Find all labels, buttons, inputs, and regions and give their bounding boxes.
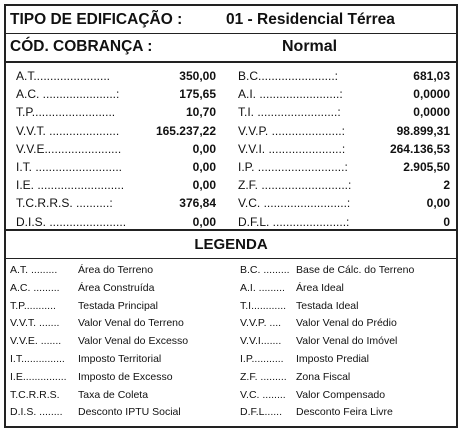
- legend-description: Área Construída: [78, 281, 155, 294]
- legend-code: A.I. .........: [240, 281, 285, 294]
- cod-cobranca-label: CÓD. COBRANÇA :: [10, 38, 153, 55]
- legend-row: [6, 300, 456, 314]
- value-label: V.V.E.......................: [16, 141, 122, 156]
- legend-code: V.V.T. .......: [10, 317, 60, 330]
- value-number: 264.136,53: [389, 141, 450, 156]
- value-row: [6, 142, 456, 158]
- value-number: 350,00: [179, 69, 216, 83]
- value-label: I.P. ..........................:: [238, 160, 348, 174]
- value-label: D.I.S. .......................: [16, 214, 127, 229]
- value-label: A.C. ......................:: [16, 87, 120, 102]
- value-number: 98.899,31: [396, 123, 450, 138]
- legend-code: I.E...............: [10, 370, 67, 383]
- legend-description: Imposto de Excesso: [78, 370, 173, 383]
- legend-row: [6, 282, 456, 296]
- value-number: 2: [443, 178, 450, 193]
- value-row: [6, 69, 456, 85]
- legend-row: [6, 406, 456, 420]
- legend-description: Base de Cálc. do Terreno: [296, 264, 415, 276]
- value-label: V.C. .........................:: [238, 196, 351, 211]
- value-label: A.I. ........................:: [238, 87, 343, 102]
- value-label: T.C.R.R.S. ..........:: [16, 196, 113, 211]
- value-number: 0: [443, 214, 450, 229]
- legend-description: Valor Venal do Imóvel: [296, 335, 398, 348]
- legend-row: [6, 389, 456, 403]
- value-label: B.C.......................:: [238, 69, 339, 83]
- legend-description: Valor Venal do Excesso: [78, 335, 189, 348]
- legend-code: A.C. .........: [10, 281, 60, 294]
- legend-description: Testada Principal: [78, 299, 158, 312]
- value-number: 2.905,50: [403, 160, 450, 174]
- legend-description: Desconto Feira Livre: [296, 406, 393, 419]
- value-row: [6, 160, 456, 176]
- value-number: 0,00: [426, 196, 450, 211]
- legend-description: Valor Venal do Terreno: [78, 317, 184, 330]
- tipo-edificacao-label: TIPO DE EDIFICAÇÃO :: [10, 11, 183, 28]
- value-number: 175,65: [179, 87, 216, 102]
- legend-code: I.T...............: [10, 353, 65, 365]
- value-label: I.E. ..........................: [16, 178, 125, 193]
- legend-description: Zona Fiscal: [296, 370, 351, 383]
- legend-code: T.I............: [240, 299, 287, 312]
- legend-description: Imposto Predial: [296, 353, 369, 365]
- value-row: [6, 124, 456, 140]
- value-label: V.V.T. .....................: [16, 123, 120, 138]
- legend-code: B.C. .........: [240, 264, 290, 276]
- value-number: 165.237,22: [155, 123, 216, 138]
- value-label: I.T. ..........................: [16, 160, 123, 174]
- legend-code: D.I.S. ........: [10, 406, 63, 419]
- legend-code: V.V.P. ....: [240, 317, 282, 330]
- value-number: 376,84: [179, 196, 216, 211]
- legend-description: Valor Compensado: [296, 388, 386, 401]
- value-row: [6, 105, 456, 121]
- value-label: T.I. ........................:: [238, 105, 341, 120]
- value-label: T.P.........................: [16, 105, 116, 120]
- legend-code: V.C. ........: [240, 388, 286, 401]
- legend-description: Testada Ideal: [296, 299, 359, 312]
- tipo-edificacao-value: 01 - Residencial Térrea: [226, 11, 395, 28]
- values-section: [6, 63, 456, 231]
- value-label: Z.F. ..........................:: [238, 178, 352, 193]
- legend-row: [6, 353, 456, 367]
- legend-description: Valor Venal do Prédio: [296, 317, 397, 330]
- value-label: V.V.I. ......................:: [238, 141, 346, 156]
- tipo-edificacao-row: [6, 6, 456, 34]
- legend-row: [6, 264, 456, 278]
- value-row: [6, 178, 456, 194]
- value-number: 0,00: [192, 141, 216, 156]
- legend-code: V.V.E. .......: [10, 335, 62, 348]
- value-label: A.T.......................: [16, 69, 111, 83]
- legend-row: [6, 371, 456, 385]
- legend-code: I.P...........: [240, 353, 284, 365]
- value-number: 0,00: [192, 214, 216, 229]
- legend-code: V.V.I.......: [240, 335, 282, 348]
- value-number: 10,70: [185, 105, 216, 120]
- iptu-info-panel: [4, 4, 458, 428]
- legend-code: T.P...........: [10, 299, 56, 312]
- legend-code: T.C.R.R.S.: [10, 388, 60, 401]
- legend-description: Desconto IPTU Social: [78, 406, 181, 419]
- legend-code: A.T. .........: [10, 264, 58, 276]
- value-number: 0,0000: [413, 105, 450, 120]
- value-row: [6, 215, 456, 231]
- value-row: [6, 196, 456, 212]
- legend-row: [6, 335, 456, 349]
- legend-description: Imposto Territorial: [78, 353, 162, 365]
- legend-title: LEGENDA: [6, 231, 456, 259]
- value-number: 681,03: [413, 69, 450, 83]
- cod-cobranca-row: [6, 33, 456, 63]
- value-label: D.F.L. ......................:: [238, 214, 350, 229]
- value-number: 0,00: [192, 178, 216, 193]
- legend-description: Área Ideal: [296, 281, 344, 294]
- legend-row: [6, 317, 456, 331]
- legend-code: Z.F. .........: [240, 370, 287, 383]
- value-number: 0,0000: [413, 87, 450, 102]
- value-number: 0,00: [192, 160, 216, 174]
- legend-code: D.F.L......: [240, 406, 283, 419]
- legend-description: Taxa de Coleta: [78, 388, 149, 401]
- value-row: [6, 87, 456, 103]
- value-label: V.V.P. .....................:: [238, 123, 345, 138]
- legend-description: Área do Terreno: [78, 264, 154, 276]
- cod-cobranca-value: Normal: [282, 38, 338, 55]
